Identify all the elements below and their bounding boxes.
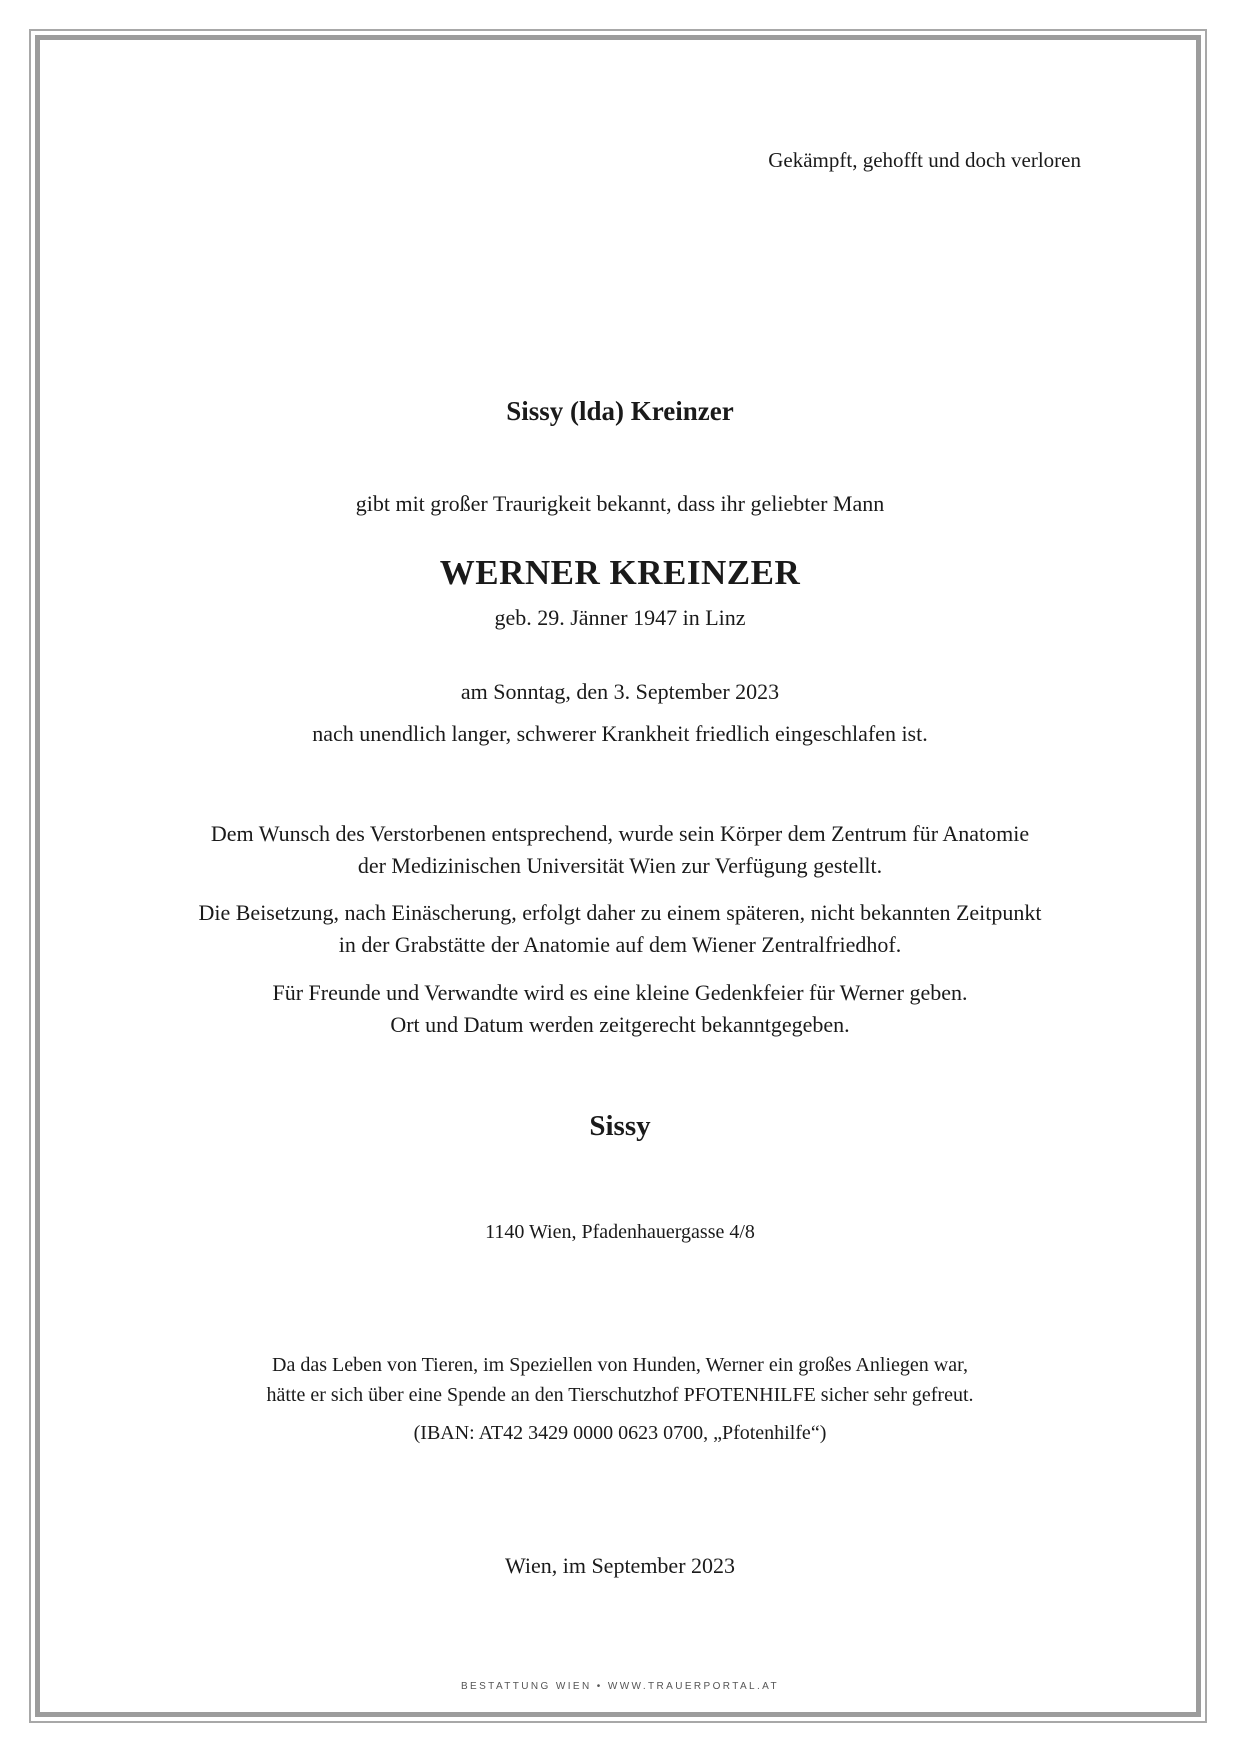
donation-line1: Da das Leben von Tieren, im Speziellen von Hunden, Werner ein großes Anliegen war, bbox=[272, 1354, 968, 1376]
donation-iban: (IBAN: AT42 3429 0000 0623 0700, „Pfotenhilfe“) bbox=[413, 1422, 827, 1444]
birth-info: geb. 29. Jänner 1947 in Linz bbox=[494, 605, 746, 630]
death-circumstance: nach unendlich langer, schwerer Krankheit friedlich eingeschlafen ist. bbox=[312, 721, 928, 746]
signature-name: Sissy bbox=[589, 1110, 651, 1142]
paragraph-memorial-line2: Ort und Datum werden zeitgerecht bekanntgegeben. bbox=[390, 1012, 850, 1037]
announcer-name: Sissy (lda) Kreinzer bbox=[506, 396, 734, 426]
deceased-name: WERNER KREINZER bbox=[439, 553, 801, 592]
place-date: Wien, im September 2023 bbox=[504, 1553, 736, 1578]
address: 1140 Wien, Pfadenhauergasse 4/8 bbox=[485, 1221, 755, 1243]
motto-text: Gekämpft, gehofft und doch verloren bbox=[768, 148, 1081, 172]
paragraph-burial-line1: Die Beisetzung, nach Einäscherung, erfolgt daher zu einem späteren, nicht bekannten Zeitpunkt bbox=[198, 900, 1042, 925]
paragraph-memorial-line1: Für Freunde und Verwandte wird es eine kleine Gedenkfeier für Werner geben. bbox=[272, 980, 968, 1005]
footer-publisher: BESTATTUNG WIEN • WWW.TRAUERPORTAL.AT bbox=[460, 1681, 780, 1692]
intro-text: gibt mit großer Traurigkeit bekannt, dass ihr geliebter Mann bbox=[355, 491, 885, 516]
paragraph-burial-line2: in der Grabstätte der Anatomie auf dem Wiener Zentralfriedhof. bbox=[338, 932, 902, 957]
donation-line2: hätte er sich über eine Spende an den Tierschutzhof PFOTENHILFE sicher sehr gefreut. bbox=[266, 1384, 974, 1406]
paragraph-body-donation-line2: der Medizinischen Universität Wien zur Verfügung gestellt. bbox=[357, 853, 883, 878]
paragraph-body-donation-line1: Dem Wunsch des Verstorbenen entsprechend, wurde sein Körper dem Zentrum für Anatomie bbox=[210, 821, 1030, 846]
death-date: am Sonntag, den 3. September 2023 bbox=[460, 679, 780, 704]
